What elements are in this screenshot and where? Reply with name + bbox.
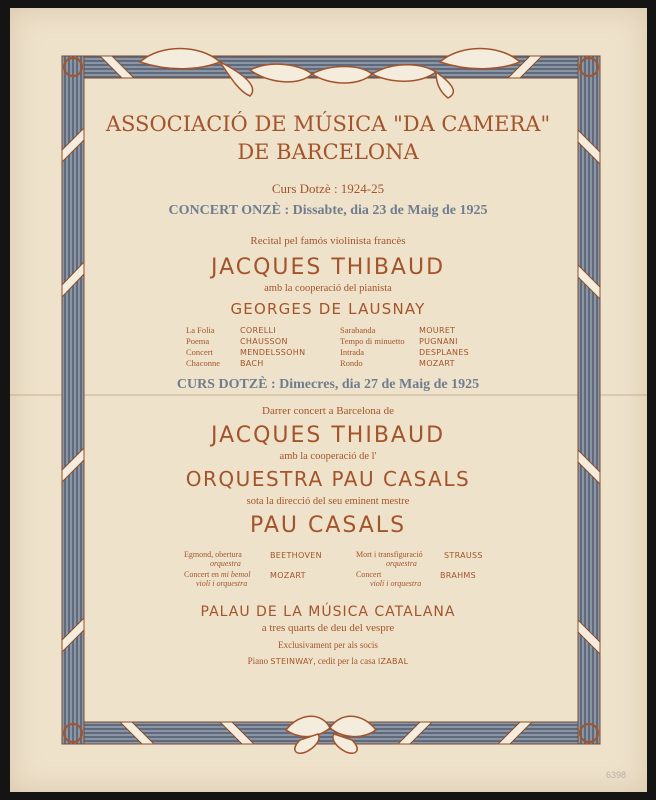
members-note: Exclusivament per als socis <box>278 640 378 650</box>
program-composer: BRAHMS <box>440 571 476 580</box>
piano-credit-text: , cedit per la casa <box>313 656 378 666</box>
program-work: La Folia <box>186 325 215 335</box>
concert2-with: amb la cooperació de l' <box>279 451 377 462</box>
program-composer: PUGNANI <box>419 337 458 346</box>
program-composer: MOZART <box>270 571 306 580</box>
program-work: Tempo di minuetto <box>340 336 405 346</box>
program-work-part: Concert en <box>184 570 221 579</box>
program-work: Intrada <box>340 347 365 357</box>
program-work: Poema <box>186 336 210 346</box>
concert1-soloist: JACQUES THIBAUD <box>210 255 446 280</box>
program-composer: BACH <box>240 359 264 368</box>
piano-supplier: IZABAL <box>377 657 409 666</box>
orchestra-name: ORQUESTRA PAU CASALS <box>185 467 471 491</box>
concert2-soloist: JACQUES THIBAUD <box>210 423 446 448</box>
program-work: Sarabanda <box>340 325 376 335</box>
program-sub: orquestra <box>210 559 241 568</box>
program-work: Chaconne <box>186 358 220 368</box>
program-composer: CHAUSSON <box>240 337 288 346</box>
piano-brand: STEINWAY <box>270 657 314 666</box>
program-work <box>184 570 250 579</box>
concert1-pianist: GEORGES DE LAUSNAY <box>230 300 426 318</box>
conductor-name: PAU CASALS <box>249 513 407 538</box>
program-composer: DESPLANES <box>419 348 470 357</box>
catalog-number: 6398 <box>606 770 627 780</box>
concert1-intro: Recital pel famós violinista francès <box>250 235 406 247</box>
venue-name: PALAU DE LA MÚSICA CATALANA <box>200 604 456 620</box>
program-composer: MENDELSSOHN <box>240 348 306 357</box>
program-composer: STRAUSS <box>444 551 483 560</box>
program-composer: BEETHOVEN <box>270 551 322 560</box>
program-sub: violí i orquestra <box>196 579 248 588</box>
program-work: Rondo <box>340 358 363 368</box>
course-label: Curs Dotzè : 1924-25 <box>271 181 385 196</box>
program-work: Mort i transfiguració <box>356 550 423 559</box>
program-composer: MOZART <box>419 359 455 368</box>
concert2-direction: sota la direcció del seu eminent mestre <box>246 496 410 507</box>
concert2-title: CURS DOTZÈ : Dimecres, dia 27 de Maig de 1925 <box>176 377 480 392</box>
program-composer: CORELLI <box>240 326 276 335</box>
program-work-key: mi bemol <box>220 570 251 579</box>
concert2-intro: Darrer concert a Barcelona de <box>262 405 394 417</box>
program-sub: orquestra <box>386 559 417 568</box>
program-work: Concert <box>356 570 382 579</box>
program-work: Concert <box>186 347 213 357</box>
concert1-with: amb la cooperació del pianista <box>264 283 392 294</box>
program-work: Egmond, obertura <box>184 550 242 559</box>
association-city: DE BARCELONA <box>237 140 419 164</box>
concert1-title: CONCERT ONZÈ : Dissabte, dia 23 de Maig de 1925 <box>168 203 488 218</box>
piano-credit <box>0 656 656 666</box>
association-title: ASSOCIACIÓ DE MÚSICA "DA CAMERA" <box>105 112 551 136</box>
piano-credit-text: Piano <box>247 656 271 666</box>
program-sub: violí i orquestra <box>370 579 422 588</box>
concert-time: a tres quarts de deu del vespre <box>261 622 395 634</box>
program-composer: MOURET <box>419 326 456 335</box>
